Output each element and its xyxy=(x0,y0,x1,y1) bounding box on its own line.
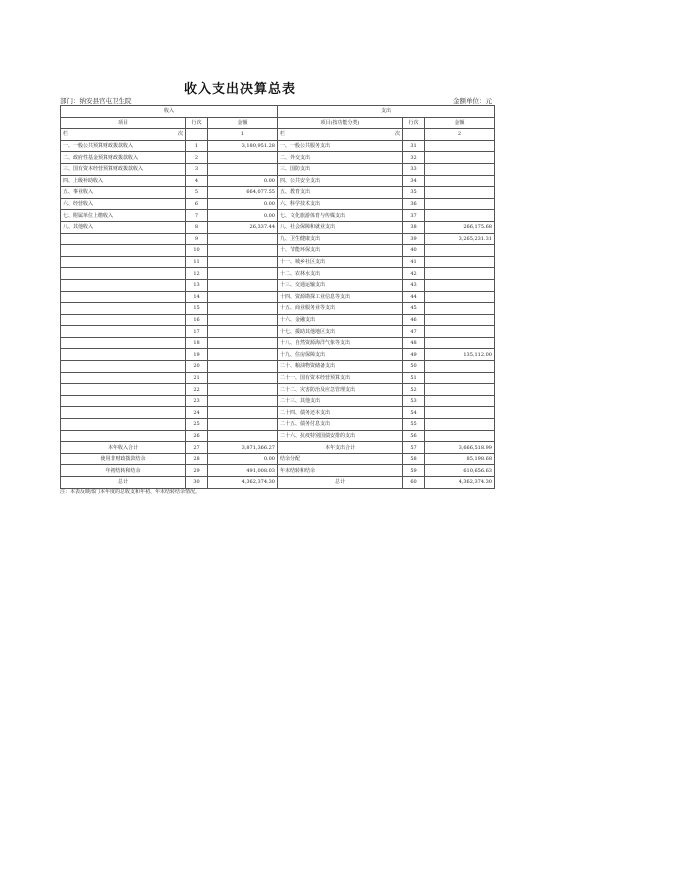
income-total-label: 总计 xyxy=(61,477,186,489)
income-item: 五、事业收入 xyxy=(61,187,186,199)
income-amount xyxy=(208,245,278,257)
expense-total-label: 年末结转和结余 xyxy=(278,465,403,477)
expense-amount: 4,362,374.30 xyxy=(425,477,495,489)
income-line: 15 xyxy=(186,303,208,315)
income-item xyxy=(61,314,186,326)
income-line: 29 xyxy=(186,465,208,477)
expense-amount xyxy=(425,268,495,280)
expense-amount: 3,666,518.99 xyxy=(425,442,495,454)
income-amount: 26,337.44 xyxy=(208,221,278,233)
income-amount: 3,180,951.28 xyxy=(208,140,278,152)
income-item xyxy=(61,372,186,384)
table-row xyxy=(61,187,495,199)
ci-label: 次 xyxy=(394,131,400,138)
income-header: 收入 xyxy=(61,106,278,118)
income-amount xyxy=(208,337,278,349)
expense-item: 七、文化旅游体育与传媒支出 xyxy=(278,210,403,222)
income-expense-table xyxy=(60,105,495,489)
expense-amount xyxy=(425,395,495,407)
income-line: 1 xyxy=(186,140,208,152)
expense-line: 45 xyxy=(403,303,425,315)
expense-line: 46 xyxy=(403,314,425,326)
expense-total-label: 结余分配 xyxy=(278,453,403,465)
table-row xyxy=(61,152,495,164)
income-line: 23 xyxy=(186,395,208,407)
expense-item: 八、社会保障和就业支出 xyxy=(278,221,403,233)
expense-amount xyxy=(425,256,495,268)
expense-line: 43 xyxy=(403,279,425,291)
expense-item: 四、公共安全支出 xyxy=(278,175,403,187)
expense-amount xyxy=(425,245,495,257)
department-label: 部门：纳安县官屯卫生院 xyxy=(60,97,132,105)
expense-line: 37 xyxy=(403,210,425,222)
expense-line: 60 xyxy=(403,477,425,489)
empty-cell xyxy=(186,129,208,141)
expense-line: 34 xyxy=(403,175,425,187)
total-row xyxy=(61,442,495,454)
expense-amount xyxy=(425,175,495,187)
income-total-label: 本年收入合计 xyxy=(61,442,186,454)
income-item xyxy=(61,419,186,431)
col2-index: 2 xyxy=(425,129,495,141)
ci-label: 次 xyxy=(177,131,183,138)
income-line: 24 xyxy=(186,407,208,419)
income-amount xyxy=(208,430,278,442)
expense-amount xyxy=(425,326,495,338)
lan-ci-cell xyxy=(278,129,403,141)
income-item xyxy=(61,337,186,349)
income-amount xyxy=(208,384,278,396)
income-line: 30 xyxy=(186,477,208,489)
report-title-text: 收入支出决算总表 xyxy=(183,82,296,97)
expense-amount xyxy=(425,140,495,152)
expense-amount: 85,198.68 xyxy=(425,453,495,465)
income-item xyxy=(61,361,186,373)
income-item xyxy=(61,279,186,291)
column-header-row xyxy=(61,117,495,129)
expense-line: 47 xyxy=(403,326,425,338)
income-amount-header: 金额 xyxy=(208,117,278,129)
total-row xyxy=(61,477,495,489)
income-amount xyxy=(208,152,278,164)
income-line-header: 行次 xyxy=(186,117,208,129)
expense-item: 十九、住房保障支出 xyxy=(278,349,403,361)
expense-line: 59 xyxy=(403,465,425,477)
expense-amount xyxy=(425,384,495,396)
table-row xyxy=(61,303,495,315)
expense-line: 56 xyxy=(403,430,425,442)
income-amount xyxy=(208,372,278,384)
section-header-row xyxy=(61,106,495,118)
income-item: 二、政府性基金预算财政拨款收入 xyxy=(61,152,186,164)
income-amount xyxy=(208,233,278,245)
expense-item: 二十、粮油物资储备支出 xyxy=(278,361,403,373)
expense-item: 六、科学技术支出 xyxy=(278,198,403,210)
income-amount xyxy=(208,268,278,280)
income-amount xyxy=(208,419,278,431)
income-line: 25 xyxy=(186,419,208,431)
table-row xyxy=(61,268,495,280)
income-total-label: 使用非财政拨款结余 xyxy=(61,453,186,465)
table-row xyxy=(61,279,495,291)
expense-item-header: 项目(按功能分类) xyxy=(278,117,403,129)
income-line: 8 xyxy=(186,221,208,233)
expense-amount xyxy=(425,279,495,291)
expense-line: 48 xyxy=(403,337,425,349)
income-amount xyxy=(208,256,278,268)
income-item xyxy=(61,245,186,257)
expense-item: 十五、商业服务业等支出 xyxy=(278,303,403,315)
expense-line: 52 xyxy=(403,384,425,396)
income-item xyxy=(61,256,186,268)
table-row xyxy=(61,384,495,396)
income-item: 八、其他收入 xyxy=(61,221,186,233)
table-row xyxy=(61,163,495,175)
income-line: 16 xyxy=(186,314,208,326)
expense-item: 一、一般公共服务支出 xyxy=(278,140,403,152)
expense-amount: 266,175.68 xyxy=(425,221,495,233)
income-amount xyxy=(208,163,278,175)
expense-amount xyxy=(425,291,495,303)
income-line: 11 xyxy=(186,256,208,268)
income-item: 六、经营收入 xyxy=(61,198,186,210)
income-item: 三、国有资本经营预算财政拨款收入 xyxy=(61,163,186,175)
expense-item: 十一、城乡社区支出 xyxy=(278,256,403,268)
expense-line: 54 xyxy=(403,407,425,419)
expense-item: 十八、自然资源海洋气象等支出 xyxy=(278,337,403,349)
expense-amount: 610,656.63 xyxy=(425,465,495,477)
income-amount: 0.00 xyxy=(208,210,278,222)
income-item xyxy=(61,407,186,419)
income-item xyxy=(61,395,186,407)
expense-item: 十四、资源勘探工业信息等支出 xyxy=(278,291,403,303)
table-row xyxy=(61,210,495,222)
income-line: 28 xyxy=(186,453,208,465)
expense-item: 二十三、其他支出 xyxy=(278,395,403,407)
income-total-label: 年初结转和结余 xyxy=(61,465,186,477)
expense-amount xyxy=(425,372,495,384)
column-index-row xyxy=(61,129,495,141)
expense-amount xyxy=(425,210,495,222)
expense-item: 十、节能环保支出 xyxy=(278,245,403,257)
table-row xyxy=(61,291,495,303)
expense-amount xyxy=(425,187,495,199)
expense-line: 53 xyxy=(403,395,425,407)
expense-line: 57 xyxy=(403,442,425,454)
expense-line: 35 xyxy=(403,187,425,199)
income-line: 21 xyxy=(186,372,208,384)
expense-amount xyxy=(425,152,495,164)
income-item: 四、上级补助收入 xyxy=(61,175,186,187)
income-item: 七、附属单位上缴收入 xyxy=(61,210,186,222)
table-row xyxy=(61,430,495,442)
table-row xyxy=(61,337,495,349)
income-item xyxy=(61,268,186,280)
expense-line: 55 xyxy=(403,419,425,431)
income-item xyxy=(61,349,186,361)
expense-item: 五、教育支出 xyxy=(278,187,403,199)
table-row xyxy=(61,233,495,245)
expense-line: 50 xyxy=(403,361,425,373)
expense-item: 十六、金融支出 xyxy=(278,314,403,326)
income-line: 17 xyxy=(186,326,208,338)
income-line: 3 xyxy=(186,163,208,175)
table-row xyxy=(61,221,495,233)
income-amount xyxy=(208,349,278,361)
expense-line: 42 xyxy=(403,268,425,280)
lan-label: 栏 xyxy=(63,131,69,138)
table-row xyxy=(61,256,495,268)
table-row xyxy=(61,140,495,152)
expense-line: 39 xyxy=(403,233,425,245)
expense-total-label: 总计 xyxy=(278,477,403,489)
income-item xyxy=(61,384,186,396)
income-item xyxy=(61,303,186,315)
expense-amount xyxy=(425,337,495,349)
income-line: 5 xyxy=(186,187,208,199)
income-line: 2 xyxy=(186,152,208,164)
income-amount: 0.00 xyxy=(208,175,278,187)
expense-line: 32 xyxy=(403,152,425,164)
expense-item: 二十二、灾害防治及应急管理支出 xyxy=(278,384,403,396)
income-line: 9 xyxy=(186,233,208,245)
col1-index: 1 xyxy=(208,129,278,141)
table-row xyxy=(61,198,495,210)
income-line: 20 xyxy=(186,361,208,373)
income-amount xyxy=(208,279,278,291)
expense-line: 44 xyxy=(403,291,425,303)
unit-label: 金额单位：元 xyxy=(453,97,492,105)
income-line: 13 xyxy=(186,279,208,291)
expense-item: 十三、交通运输支出 xyxy=(278,279,403,291)
expense-total-label: 本年支出合计 xyxy=(278,442,403,454)
income-item xyxy=(61,326,186,338)
expense-amount xyxy=(425,314,495,326)
table-row xyxy=(61,326,495,338)
income-amount: 4,362,374.30 xyxy=(208,477,278,489)
table-row xyxy=(61,395,495,407)
income-amount xyxy=(208,395,278,407)
income-line: 14 xyxy=(186,291,208,303)
income-amount xyxy=(208,314,278,326)
income-line: 10 xyxy=(186,245,208,257)
income-line: 6 xyxy=(186,198,208,210)
income-line: 7 xyxy=(186,210,208,222)
expense-amount xyxy=(425,361,495,373)
expense-item: 十七、援助其他地区支出 xyxy=(278,326,403,338)
expense-item: 二十五、债务付息支出 xyxy=(278,419,403,431)
expense-item: 二十一、国有资本经营预算支出 xyxy=(278,372,403,384)
income-line: 22 xyxy=(186,384,208,396)
expense-amount: 3,265,231.31 xyxy=(425,233,495,245)
total-row xyxy=(61,465,495,477)
expense-item: 二、外交支出 xyxy=(278,152,403,164)
income-amount xyxy=(208,291,278,303)
expense-item: 九、卫生健康支出 xyxy=(278,233,403,245)
table-row xyxy=(61,245,495,257)
income-amount xyxy=(208,407,278,419)
expense-amount xyxy=(425,419,495,431)
expense-line: 51 xyxy=(403,372,425,384)
income-amount xyxy=(208,303,278,315)
expense-amount xyxy=(425,163,495,175)
expense-item: 二十六、抗疫特别国债安排的支出 xyxy=(278,430,403,442)
income-amount: 491,008.03 xyxy=(208,465,278,477)
income-item-header: 项目 xyxy=(61,117,186,129)
expense-line: 31 xyxy=(403,140,425,152)
expense-amount xyxy=(425,407,495,419)
table-row xyxy=(61,372,495,384)
report-title xyxy=(0,78,680,97)
table-row xyxy=(61,419,495,431)
expense-line: 36 xyxy=(403,198,425,210)
income-amount: 0.00 xyxy=(208,198,278,210)
income-item xyxy=(61,291,186,303)
table-row xyxy=(61,407,495,419)
expense-item: 十二、农林水支出 xyxy=(278,268,403,280)
expense-item: 三、国防支出 xyxy=(278,163,403,175)
expense-line: 41 xyxy=(403,256,425,268)
income-line: 26 xyxy=(186,430,208,442)
table-row xyxy=(61,175,495,187)
expense-line-header: 行次 xyxy=(403,117,425,129)
income-line: 4 xyxy=(186,175,208,187)
total-row xyxy=(61,453,495,465)
expense-amount: 135,112.00 xyxy=(425,349,495,361)
table-row xyxy=(61,314,495,326)
expense-amount xyxy=(425,303,495,315)
lan-ci-cell xyxy=(61,129,186,141)
expense-item: 二十四、债务还本支出 xyxy=(278,407,403,419)
empty-cell xyxy=(403,129,425,141)
income-item: 一、一般公共预算财政拨款收入 xyxy=(61,140,186,152)
income-amount: 3,871,366.27 xyxy=(208,442,278,454)
income-line: 27 xyxy=(186,442,208,454)
table-row xyxy=(61,361,495,373)
expense-amount xyxy=(425,430,495,442)
expense-line: 58 xyxy=(403,453,425,465)
expense-line: 40 xyxy=(403,245,425,257)
table-row xyxy=(61,349,495,361)
income-item xyxy=(61,233,186,245)
footnote: 注：本表反映部门本年度的总收支和年初、年末结转结余情况。 xyxy=(60,489,201,495)
expense-amount xyxy=(425,198,495,210)
expense-line: 38 xyxy=(403,221,425,233)
income-line: 12 xyxy=(186,268,208,280)
lan-label: 栏 xyxy=(280,131,286,138)
expense-amount-header: 金额 xyxy=(425,117,495,129)
income-line: 19 xyxy=(186,349,208,361)
income-amount: 0.00 xyxy=(208,453,278,465)
income-amount xyxy=(208,326,278,338)
income-item xyxy=(61,430,186,442)
expense-line: 49 xyxy=(403,349,425,361)
income-line: 18 xyxy=(186,337,208,349)
expense-line: 33 xyxy=(403,163,425,175)
income-amount: 664,077.55 xyxy=(208,187,278,199)
income-amount xyxy=(208,361,278,373)
expense-header: 支出 xyxy=(278,106,495,118)
table-body xyxy=(61,106,495,489)
